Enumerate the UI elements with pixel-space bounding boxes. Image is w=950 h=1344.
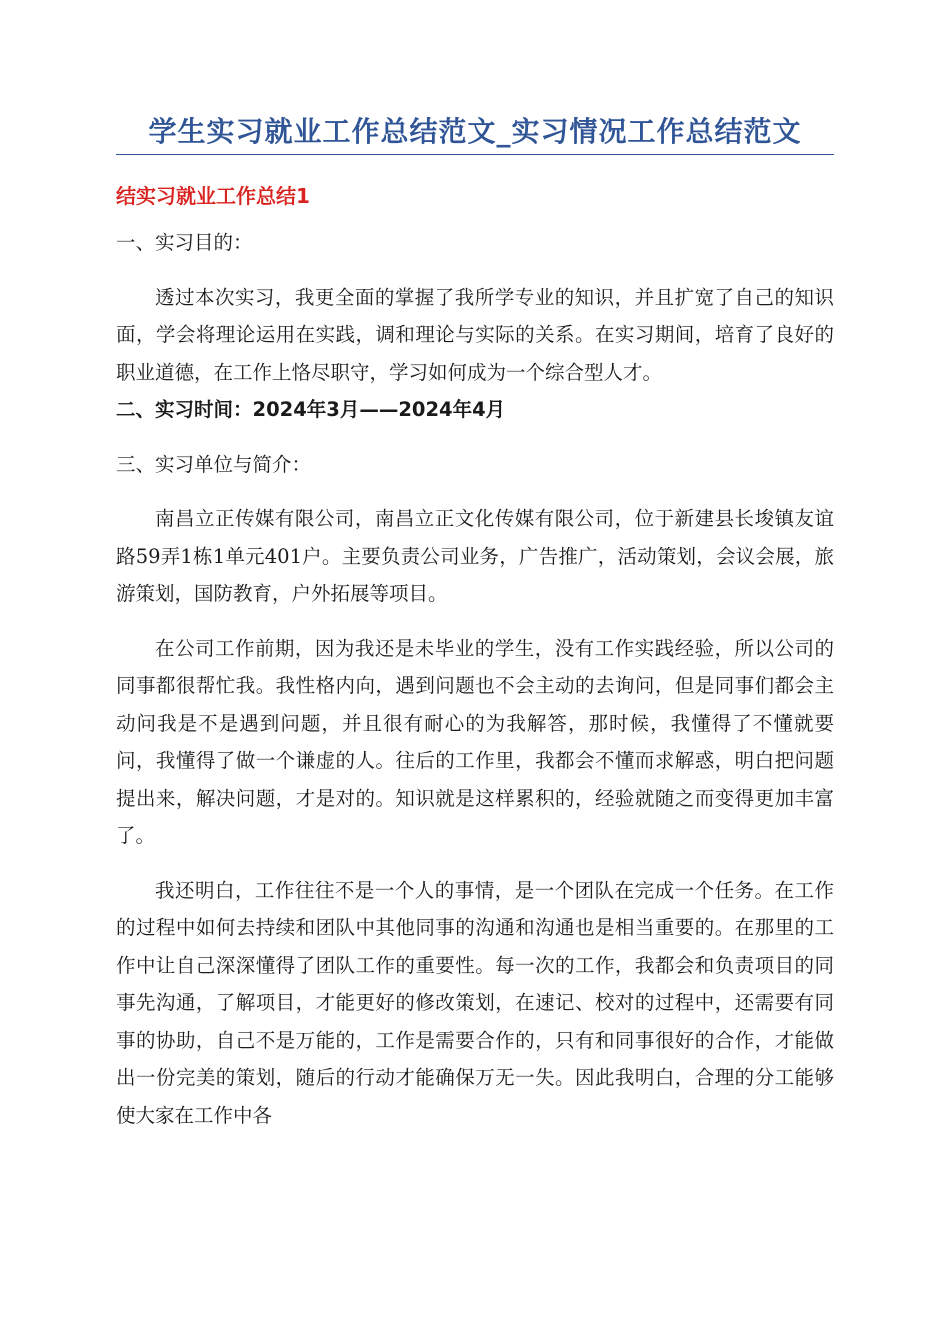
- company-intro-paragraph: 南昌立正传媒有限公司，南昌立正文化传媒有限公司，位于新建县长埈镇友谊路59弄1栋1单元401户。主要负责公司业务，广告推广，活动策划，会议会展，旅游策划，国防教育，户外拓展等项目。: [116, 507, 834, 605]
- document-body: [116, 224, 834, 1134]
- purpose-heading: 一、实习目的：: [116, 231, 253, 254]
- title-underline: [116, 154, 834, 155]
- document-title: 学生实习就业工作总结范文_实习情况工作总结范文: [148, 115, 802, 148]
- teamwork-paragraph: 我还明白，工作往往不是一个人的事情，是一个团队在完成一个任务。在工作的过程中如何去持续和团队中其他同事的沟通和沟通也是相当重要的。在那里的工作中让自己深深懂得了团队工作的重要性。每一次的工作，我都会和负责项目的同事先沟通，了解项目，才能更好的修改策划，在速记、校对的过程中，还需要有同事的协助，自己不是万能的，工作是需要合作的，只有和同事很好的合作，才能做出一份完美的策划，随后的行动才能确保万无一失。因此我明白，合理的分工能够使大家在工作中各: [116, 878, 834, 1127]
- section-heading: 结实习就业工作总结1: [116, 184, 310, 208]
- internship-period: 二、实习时间：2024年3月——2024年4月: [116, 398, 506, 421]
- early-work-paragraph: 在公司工作前期，因为我还是未毕业的学生，没有工作实践经验，所以公司的同事都很帮忙我。我性格内向，遇到问题也不会主动的去询问，但是同事们都会主动问我是不是遇到问题，并且很有耐心的为我解答，那时候，我懂得了不懂就要问，我懂得了做一个谦虚的人。往后的工作里，我都会不懂而求解惑，明白把问题提出来，解决问题，才是对的。知识就是这样累积的，经验就随之而变得更加丰富了。: [116, 636, 834, 847]
- company-intro-heading: 三、实习单位与简介：: [116, 452, 312, 476]
- purpose-paragraph: 透过本次实习，我更全面的掌握了我所学专业的知识，并且扩宽了自己的知识面，学会将理论运用在实践，调和理论与实际的关系。在实习期间，培育了良好的职业道德，在工作上恪尽职守，学习如何成为一个综合型人才。: [116, 285, 834, 384]
